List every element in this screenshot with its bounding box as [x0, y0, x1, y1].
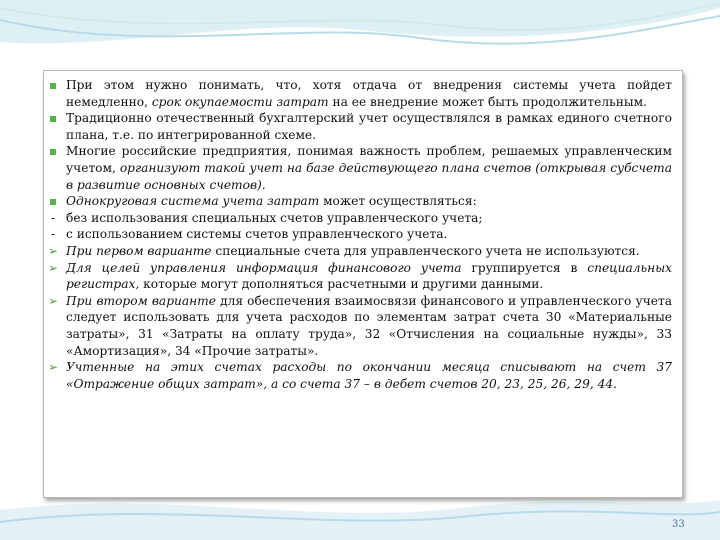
square-bullet-icon: [46, 143, 60, 160]
item-text: для обеспечения взаимосвязи финансового и управленческого учета следует использовать для учета расходов по элементам затрат счета 30 «Материальные затраты», 31 «Затраты на оплату труда», 32 «Отчисления на социальные нужды», 33 «Амортизация», 34 «Прочие затраты».: [66, 293, 672, 358]
square-bullet-icon: [46, 77, 60, 94]
list-item: [62, 143, 672, 193]
item-text: Многие российские предприятия, понимая важность проблем, решаемых управленческим учетом,: [66, 144, 672, 175]
item-text: При этом нужно понимать, что, хотя отдача от внедрения системы учета пойдет немедленно,: [66, 78, 672, 109]
page-number: 33: [672, 519, 685, 530]
dash-bullet-icon: -: [50, 210, 56, 225]
item-text: Традиционно отечественный бухгалтерский учет осуществлялся в рамках единого счетного плана, т.е. по интегрированной схеме.: [66, 111, 672, 142]
item-text: группируется в: [461, 260, 588, 275]
arrow-bullet-icon: ➢: [47, 260, 59, 275]
list-item: [62, 77, 672, 110]
item-text: Для целей управления информация финансового учета: [66, 260, 462, 275]
item-text: которые могут дополняться расчетными и другими данными.: [139, 277, 544, 292]
square-bullet-icon: [46, 193, 60, 210]
item-text: на ее внедрение может быть продолжительным.: [328, 94, 647, 109]
dash-bullet-icon: -: [50, 227, 56, 242]
item-text: специальные счета для управленческого учета не используются.: [211, 243, 640, 258]
item-text: При втором варианте: [66, 293, 216, 308]
item-text: организуют такой учет на базе действующего плана счетов (открывая субсчета в развитие основных счетов).: [66, 160, 673, 192]
item-text: При первом варианте: [66, 243, 212, 258]
item-text: Однокруговая система учета затрат: [66, 194, 320, 209]
list-item: [47, 260, 672, 293]
item-text: без использования специальных счетов управленческого учета;: [66, 210, 483, 225]
item-text: может осуществляться:: [319, 194, 477, 209]
item-text: срок окупаемости затрат: [151, 94, 329, 109]
item-text: специальных регистрах,: [66, 260, 672, 292]
list-item: [47, 243, 672, 260]
list-item: [50, 226, 672, 243]
list-item: [47, 293, 672, 359]
content-box: [43, 70, 683, 498]
list-item: [50, 210, 672, 227]
list-item: [62, 193, 672, 210]
arrow-bullet-icon: ➢: [47, 243, 59, 258]
item-text: Учтенные на этих счетах расходы по окончании месяца списывают на счет 37 «Отражение общих затрат», а со счета 37 – в дебет счетов 20, 23, 25, 26, 29, 44.: [66, 360, 672, 391]
arrow-bullet-icon: ➢: [47, 293, 59, 308]
list-item: [47, 359, 672, 392]
arrow-bullet-icon: ➢: [47, 360, 59, 375]
list-item: [62, 110, 672, 143]
bullet-list: [47, 77, 673, 392]
square-bullet-icon: [46, 110, 60, 127]
decorative-wave-top: [0, 0, 720, 70]
item-text: с использованием системы счетов управленческого учета.: [66, 227, 448, 242]
